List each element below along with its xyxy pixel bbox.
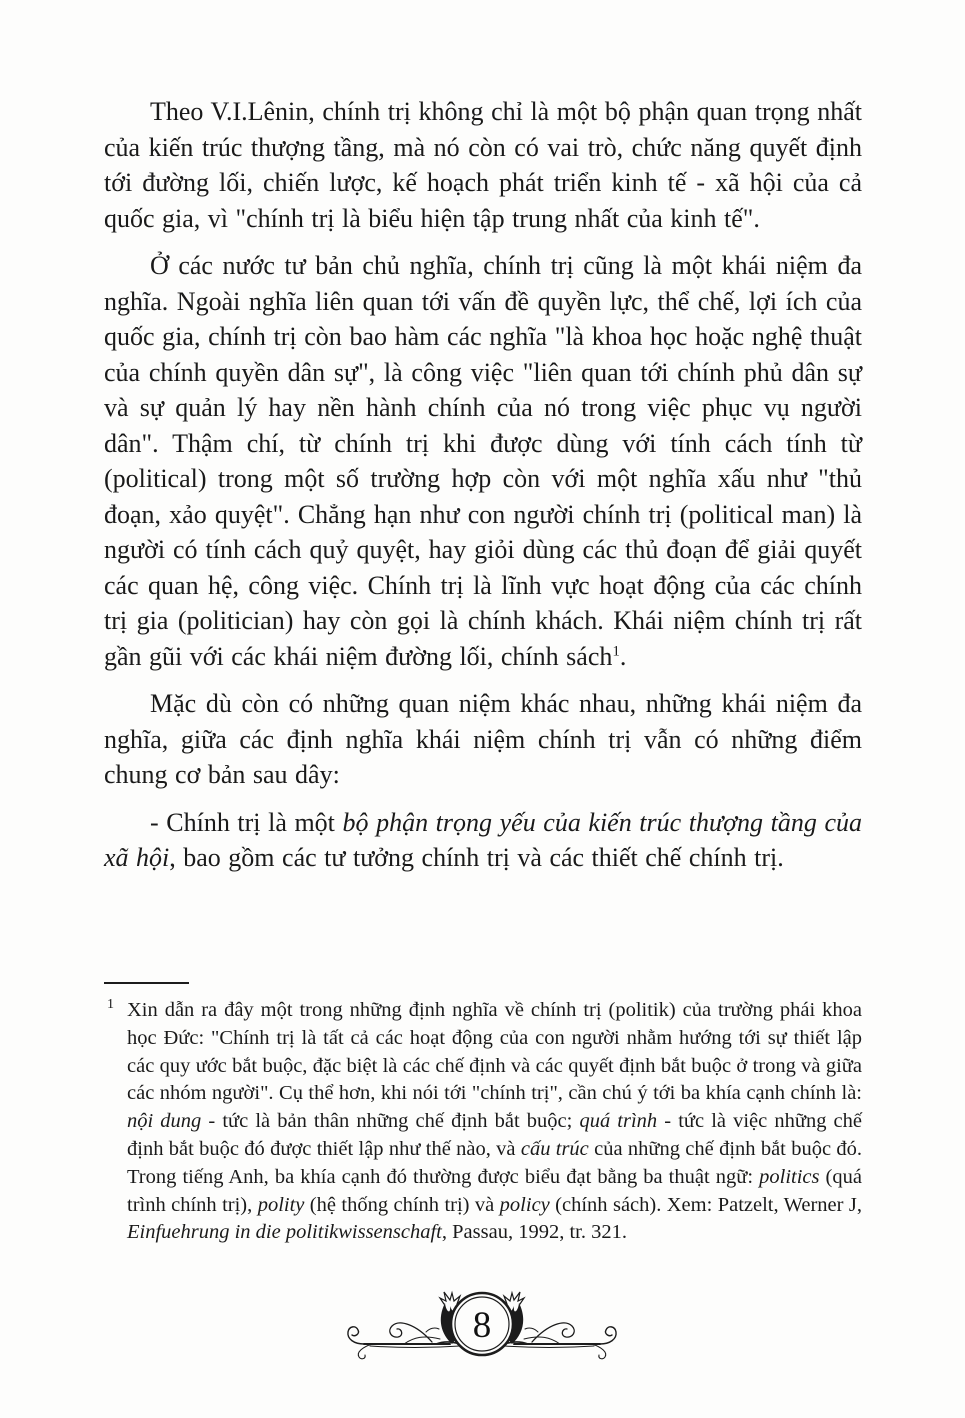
footnote-marker: 1 — [107, 997, 114, 1012]
paragraph-common-points-intro: Mặc dù còn có những quan niệm khác nhau, những khái niệm đa nghĩa, giữa các định nghĩa khái niệm chính trị vẫn có những điểm chung cơ bản sau dây: — [104, 689, 862, 789]
page-number: 8 — [472, 1305, 492, 1346]
page-number-ornament — [340, 1274, 624, 1378]
footnote — [104, 997, 862, 1247]
page-body — [104, 94, 862, 888]
page-number-medallion — [451, 1293, 513, 1355]
ornament-flourish-graphic — [340, 1274, 624, 1378]
paragraph-lenin-definition: Theo V.I.Lênin, chính trị không chỉ là một bộ phận quan trọng nhất của kiến trúc thượng tầng, mà nó còn có vai trò, chức năng quyết định tới đường lối, chiến lược, kế hoạch phát triển kinh tế - xã hội của cả quốc gia, vì "chính trị là biểu hiện tập trung nhất của kinh tế". — [104, 97, 862, 233]
paragraph-capitalist-countries: Ở các nước tư bản chủ nghĩa, chính trị cũng là một khái niệm đa nghĩa. Ngoài nghĩa liên quan tới vấn đề quyền lực, thể chế, lợi ích của quốc gia, chính trị còn bao hàm các nghĩa "là khoa học hoặc nghệ thuật của chính quyền dân sự", là công việc "liên quan tới chính phủ dân sự và sự quản lý hay nền hành chính của nó trong việc phục vụ người dân". Thậm chí, từ chính trị khi được dùng với tính cách tính từ (political) trong một số trường hợp còn với một nghĩa xấu như "thủ đoạn, xảo quyệt". Chẳng hạn như con người chính trị (political man) là người có tính cách quỷ quyệt, hay giỏi dùng các thủ đoạn để giải quyết các quan hệ, công việc. Chính trị là lĩnh vực hoạt động của các chính trị gia (politician) hay còn gọi là chính khách. Khái niệm chính trị rất gần gũi với các khái niệm đường lối, chính sách$^1$. — [104, 251, 862, 671]
footnote-separator — [104, 982, 189, 984]
footnote-text: Xin dẫn ra đây một trong những định nghĩa về chính trị (politik) của trường phái khoa học Đức: "Chính trị là tất cả các hoạt động của con người nhằm hướng tới sự thiết lập các quy ước bắt buộc, đặc biệt là các chế định và các quyết định bắt buộc ở trong và giữa các nhóm người". Cụ thể hơn, khi nói tới "chính trị", cần chú ý tới ba khía cạnh chính là: nội dung - tức là bản thân những chế định bắt buộc; quá trình - tức là việc những chế định bắt buộc đó được thiết lập như thế nào, và cấu trúc của những chế định bắt buộc đó. Trong tiếng Anh, ba khía cạnh đó thường được biểu đạt bằng ba thuật ngữ: politics (quá trình chính trị), polity (hệ thống chính trị) và policy (chính sách). Xem: Patzelt, Werner J, Einfuehrung in die politikwissenschaft, Passau, 1992, tr. 321. — [127, 999, 863, 1244]
paragraph-superstructure-item: - Chính trị là một bộ phận trọng yếu của kiến trúc thượng tầng của xã hội, bao gồm các tư tưởng chính trị và các thiết chế chính trị. — [104, 807, 862, 872]
footnote-section — [104, 982, 862, 1247]
